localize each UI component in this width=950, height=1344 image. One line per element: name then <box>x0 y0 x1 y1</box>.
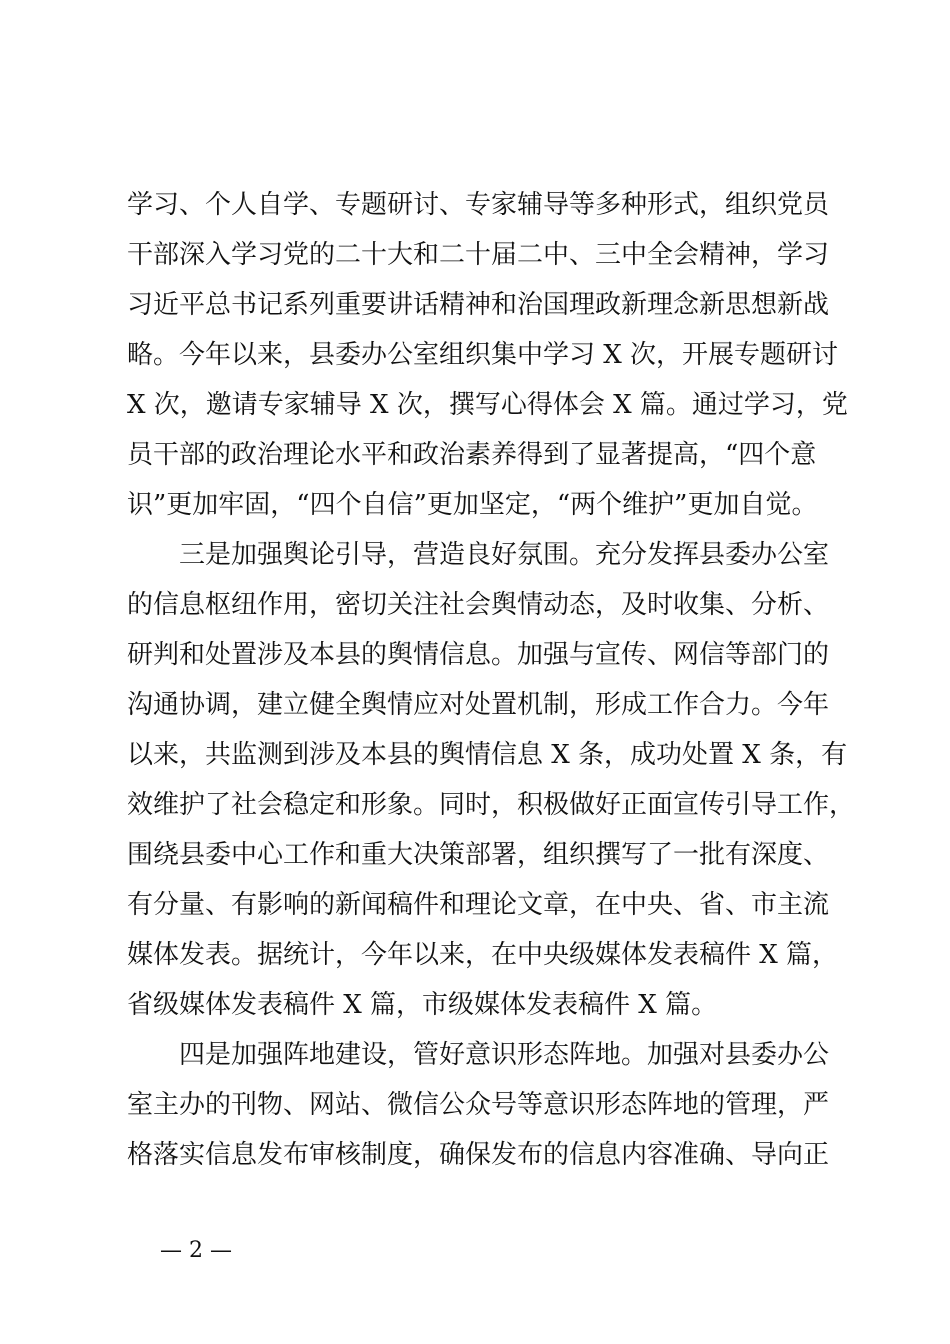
text-line: 沟通协调，建立健全舆情应对处置机制，形成工作合力。今年 <box>127 690 830 720</box>
text-line: 有分量、有影响的新闻稿件和理论文章，在中央、省、市主流 <box>127 890 830 920</box>
text-line: 略。今年以来，县委办公室组织集中学习 X 次，开展专题研讨 <box>127 340 839 370</box>
paragraph-start-line: 四是加强阵地建设，管好意识形态阵地。加强对县委办公 <box>127 1040 830 1070</box>
text-line: 省级媒体发表稿件 X 篇，市级媒体发表稿件 X 篇。 <box>127 990 718 1020</box>
text-line: 研判和处置涉及本县的舆情信息。加强与宣传、网信等部门的 <box>127 640 830 670</box>
page-number: — 2 — <box>160 1238 232 1263</box>
text-line: 媒体发表。据统计，今年以来，在中央级媒体发表稿件 X 篇， <box>127 940 839 970</box>
text-line: 格落实信息发布审核制度，确保发布的信息内容准确、导向正 <box>127 1140 830 1170</box>
text-line: 员干部的政治理论水平和政治素养得到了显著提高，“四个意 <box>127 440 817 470</box>
text-line: 效维护了社会稳定和形象。同时，积极做好正面宣传引导工作， <box>127 790 856 820</box>
paragraph-start-line: 三是加强舆论引导，营造良好氛围。充分发挥县委办公室 <box>127 540 830 570</box>
text-line: 识”更加牢固，“四个自信”更加坚定，“两个维护”更加自觉。 <box>127 490 818 520</box>
text-line: 干部深入学习党的二十大和二十届二中、三中全会精神，学习 <box>127 240 830 270</box>
text-line: X 次，邀请专家辅导 X 次，撰写心得体会 X 篇。通过学习，党 <box>127 390 848 420</box>
text-line: 围绕县委中心工作和重大决策部署，组织撰写了一批有深度、 <box>127 840 830 870</box>
text-line: 学习、个人自学、专题研讨、专家辅导等多种形式，组织党员 <box>127 190 830 220</box>
text-line: 的信息枢纽作用，密切关注社会舆情动态，及时收集、分析、 <box>127 590 830 620</box>
text-line: 以来，共监测到涉及本县的舆情信息 X 条，成功处置 X 条，有 <box>127 740 848 770</box>
text-line: 室主办的刊物、网站、微信公众号等意识形态阵地的管理，严 <box>127 1090 830 1120</box>
body-text <box>127 180 856 1180</box>
text-line: 习近平总书记系列重要讲话精神和治国理政新理念新思想新战 <box>127 290 830 320</box>
